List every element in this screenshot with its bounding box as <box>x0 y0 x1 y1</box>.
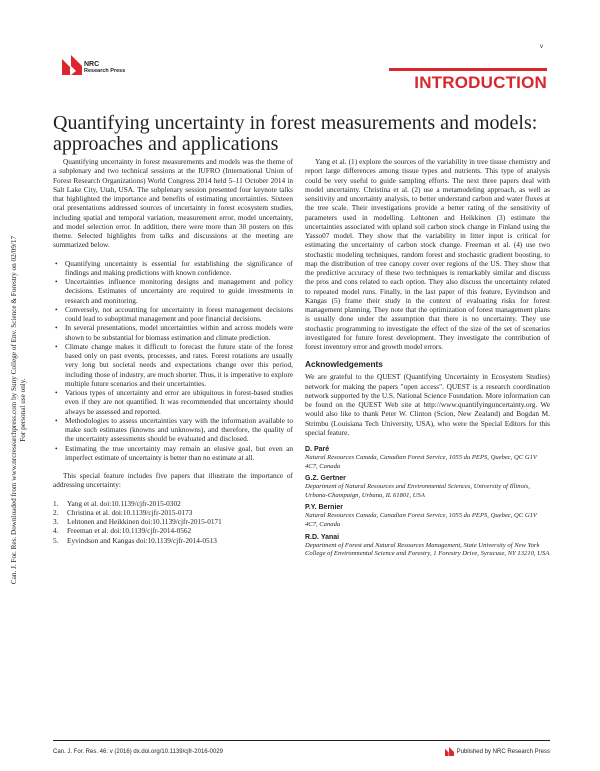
nrc-mark-icon <box>445 747 454 756</box>
author-name: G.Z. Gertner <box>305 475 346 483</box>
list-item <box>53 536 293 545</box>
nrc-mark-icon <box>62 55 82 75</box>
section-header <box>389 68 547 96</box>
highlights-list <box>53 259 293 463</box>
logo-nrc-text: NRC <box>84 61 100 68</box>
ref-link[interactable]: Lehtonen and Heikkinen doi:10.1139/cjfr-2015-0171 <box>67 517 222 526</box>
ref-link[interactable]: Christina et al. doi:10.1139/cjfr-2015-0173 <box>67 507 193 517</box>
right-column <box>305 157 550 559</box>
author-affiliation: Department of Forest and Natural Resources Management, State University of New York College of Environmental Science and Forestry, 1 Forestry Drive, Syracuse, NY 13210, USA <box>305 541 550 558</box>
author-block <box>305 503 550 529</box>
ref-number: 5. <box>53 535 59 545</box>
author-block <box>305 533 550 559</box>
download-side-note <box>4 150 34 670</box>
papers-summary-paragraph: Yang et al. (1) explore the sources of the variability in tree tissue chemistry and report large differences among tissue types and nutrients. This type of analysis could be very useful to guide sampling efforts. The next three papers deal with model uncertainty. Christina et al. (2) use a metamodeling approach, as well as sensitivity and uncertainty analysis, to better understand carbon and water fluxes at the tree scale. Their investigations provide a better rating of the sensitivity of parameters used in modelling. Lehtonen and Heikkinen (3) estimate the uncertainties associated with upland soil carbon stock change in Finland using the Yasso07 model. They show that the variability in litter input is critical for estimating the uncertainty of carbon stock change. Freeman et al. (4) use two stochastic modeling techniques, random forest and stochastic gradient boosting, to map the distribution of tree canopy cover over regions of the US. They show that the predictive accuracy of these two techniques is remarkably similar and discuss the pros and cons related to each option. They also discuss the uncertainty related to repeated model runs. Finally, in the last paper of this feature, Eyvindson and Kangas (5) frame their study in the context of evaluating risks for forest management planning. They note that the optimization of forest management plans is usually done under the assumption that there is no uncertainty. They use stochastic programming to investigate the effect of the size of the set of scenarios investigated for future forest development. They investigate the contribution of forest inventory error and growth model errors. <box>305 157 550 351</box>
author-affiliation: Natural Resources Canada, Canadian Forest Service, 1055 du PEPS, Quebec, QC G1V 4C7, Canada <box>305 512 537 528</box>
list-item <box>53 526 293 535</box>
ref-number: 3. <box>53 517 59 526</box>
list-item: • Various types of uncertainty and error are ubiquitous in forest-based studies even if they are not quantified. It was recommended that uncertainty should always be assessed and reported. <box>53 388 293 416</box>
ref-number: 1. <box>53 498 59 508</box>
author-name: P.Y. Bernier <box>305 504 344 512</box>
list-item: • Quantifying uncertainty is essential for establishing the significance of findings and making predictions with known confidence. <box>53 259 293 278</box>
list-item: • Uncertainties influence monitoring designs and management and policy decisions. Estimates of uncertainty are required to guide investments in research and monitoring. <box>53 277 293 305</box>
footer-rule <box>53 740 550 741</box>
list-item <box>53 517 293 526</box>
list-item: • In several presentations, model uncertainties within and across models were shown to be substantial for biomass estimation and climate prediction. <box>53 323 293 342</box>
page-number: v <box>540 44 543 50</box>
intro-paragraph: Quantifying uncertainty in forest measurements and models was the theme of a subplenary and two technical sessions at the IUFRO (International Union of Forest Research Organizations) World Congress 2014 held 5–11 October 2014 in Salt Lake City, Utah, USA. The subplenary session presented four keynote talks that highlighted the importance and benefits of estimating uncertainties. Sixteen oral presentations addressed sources of uncertainty in forest ecosystem studies, including spatial and temporal variation, measurement error, model uncertainty, and model selection error. In addition, there were more than 30 posters on this theme. Selected highlights from talks and discussions at the meeting are summarized below. <box>53 157 293 250</box>
list-item: • Estimating the true uncertainty may remain an elusive goal, but even an imperfect estimate of uncertainty is better than no estimate at all. <box>53 444 293 463</box>
side-note-line-2: For personal use only. <box>19 378 28 442</box>
nrc-logo <box>62 55 125 75</box>
logo-press-text: Research Press <box>84 68 126 74</box>
acknowledgements-heading: Acknowledgements <box>305 359 383 370</box>
side-note-line-1: Can. J. For. Res. Downloaded from www.nrcresearchpress.com by Suny College of Env. Science & Forestry on 02/09/17 <box>10 235 19 585</box>
list-item: • Climate change makes it difficult to forecast the future state of the forest based only on past events, processes, and rates. Forest rotations are usually very long but societal needs and expectations change over this period, including those of industry, are much shorter. Thus, it is imperative to explore multiple future scenarios and their uncertainties. <box>53 342 293 388</box>
list-item <box>53 508 293 517</box>
section-rule <box>389 68 547 71</box>
ref-link[interactable]: Eyvindson and Kangas doi:10.1139/cjfr-2014-0513 <box>67 535 217 545</box>
publisher-text: Published by NRC Research Press <box>456 748 550 755</box>
ref-number: 2. <box>53 507 59 517</box>
acknowledgements-text: We are grateful to the QUEST (Quantifying Uncertainty in Ecosystem Studies) network for making the papers "open access". QUEST is a research coordination network supported by the U.S. National Science Foundation. More information can be found on the QUEST Web site at http://www.quantifyinguncertainty.org. We would also like to thank Peter W. Clinton (Scion, New Zealand) and Bogdan M. Strimbu (Louisiana Tech University, USA), who were the Special Editors for this special feature. <box>305 372 550 437</box>
list-item: • Conversely, not accounting for uncertainty in forest management decisions could lead to suboptimal management and poor financial decisions. <box>53 305 293 324</box>
article-title: Quantifying uncertainty in forest measurements and models: approaches and applications <box>53 112 538 155</box>
section-label: INTRODUCTION <box>414 73 547 92</box>
list-item <box>53 499 293 508</box>
left-column <box>53 157 293 545</box>
paper-list <box>53 499 293 545</box>
list-item: • Methodologies to assess uncertainties vary with the information available to make such estimates (knowns and unknowns), and therefore, the quality of the uncertainty assessments should be evaluated and disclosed. <box>53 416 293 444</box>
author-affiliation: Natural Resources Canada, Canadian Forest Service, 1055 du PEPS, Quebec, QC G1V 4C7, Canada <box>305 454 537 470</box>
author-list <box>305 445 550 559</box>
feature-intro-paragraph: This special feature includes five papers that illustrate the importance of addressing uncertainty: <box>53 471 293 490</box>
author-name: R.D. Yanai <box>305 533 340 541</box>
author-affiliation: Department of Natural Resources and Environmental Sciences, University of Illinois, Urbana-Champaign, Urbana, IL 61801, USA <box>305 483 530 499</box>
author-name: D. Paré <box>305 446 330 453</box>
author-block <box>305 474 550 500</box>
author-block <box>305 445 550 471</box>
footer-publisher <box>445 747 550 756</box>
ref-number: 4. <box>53 526 59 536</box>
ref-link[interactable]: Freeman et al. doi:10.1139/cjfr-2014-0562 <box>67 526 192 536</box>
ref-link[interactable]: Yang et al. doi:10.1139/cjfr-2015-0302 <box>67 498 181 508</box>
footer-citation: Can. J. For. Res. 46: v (2016) dx.doi.org/10.1139/cjfr-2016-0029 <box>53 749 223 755</box>
